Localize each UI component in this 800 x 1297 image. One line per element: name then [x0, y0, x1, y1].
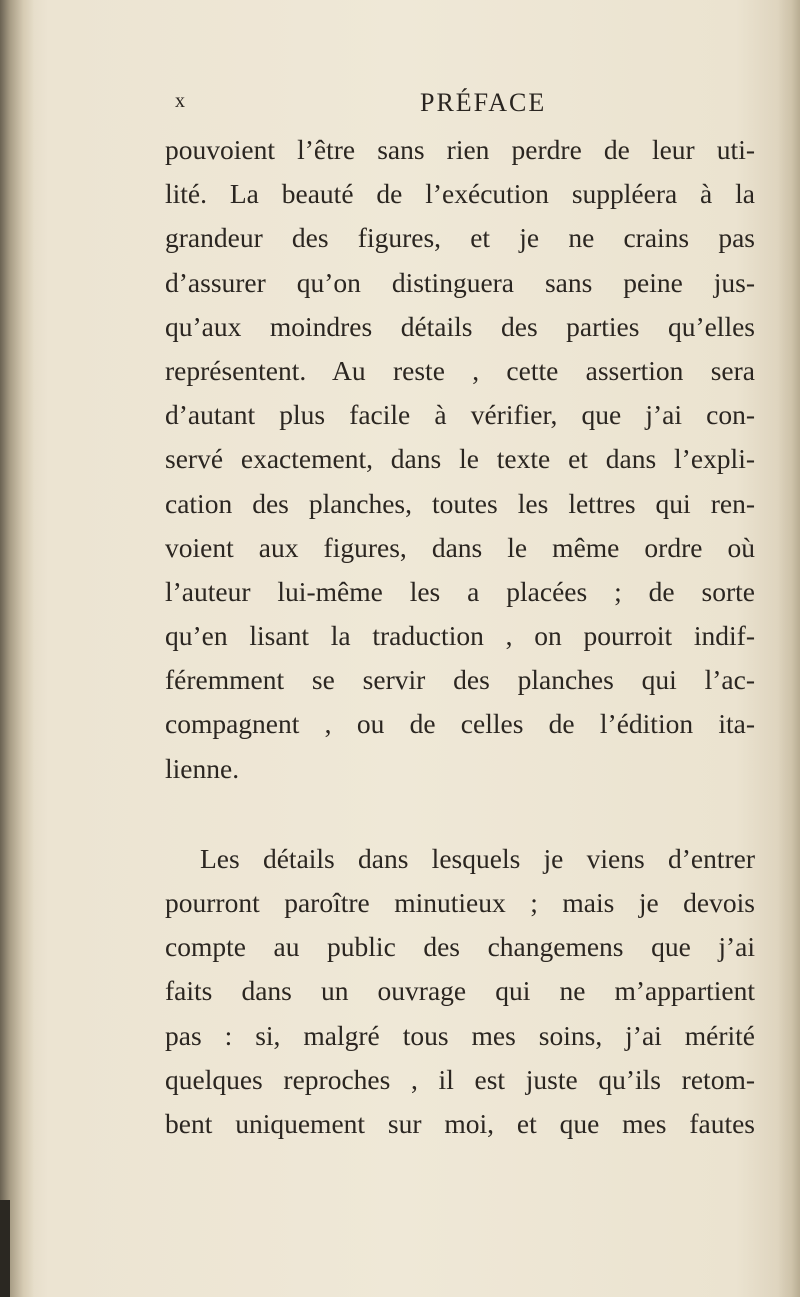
text-line: compagnent , ou de celles de l’édition ita- — [165, 708, 755, 740]
page-binding-dark-strip — [0, 1200, 10, 1297]
text-line: lienne. — [165, 752, 240, 784]
text-line: grandeur des figures, et je ne crains pas — [165, 222, 755, 254]
text-line: d’autant plus facile à vérifier, que j’ai con- — [165, 399, 755, 431]
text-line: représentent. Au reste , cette assertion sera — [165, 354, 755, 386]
text-line: faits dans un ouvrage qui ne m’appartient — [165, 975, 755, 1007]
text-line: qu’en lisant la traduction , on pourroit indif- — [165, 620, 755, 652]
text-line: cation des planches, toutes les lettres qui ren- — [165, 487, 755, 519]
text-line: Les détails dans lesquels je viens d’entrer — [200, 842, 755, 874]
page-number: x — [175, 90, 186, 112]
running-head: PRÉFACE — [420, 88, 547, 117]
paragraph-2 — [165, 837, 755, 1146]
paragraph-1 — [165, 128, 755, 791]
text-line: pouvoient l’être sans rien perdre de leur uti- — [165, 134, 755, 165]
body-text — [165, 128, 755, 1146]
text-line: bent uniquement sur moi, et que mes fautes — [165, 1107, 755, 1139]
page-header — [0, 88, 800, 124]
text-line: féremment se servir des planches qui l’ac- — [165, 664, 755, 696]
page-binding-shadow — [0, 0, 34, 1297]
text-line: pourront paroître minutieux ; mais je devois — [165, 887, 755, 918]
text-line: d’assurer qu’on distinguera sans peine jus- — [165, 266, 755, 298]
text-line: voient aux figures, dans le même ordre où — [165, 531, 755, 563]
text-line: quelques reproches , il est juste qu’ils retom- — [165, 1063, 755, 1095]
text-line: servé exactement, dans le texte et dans l’expli- — [165, 443, 755, 475]
text-line: lité. La beauté de l’exécution suppléera à la — [165, 178, 755, 210]
text-line: compte au public des changemens que j’ai — [165, 931, 755, 963]
page-edge-shadow — [778, 0, 800, 1297]
paragraph-gap — [165, 791, 755, 837]
text-line: l’auteur lui-même les a placées ; de sorte — [165, 575, 755, 607]
text-line: qu’aux moindres détails des parties qu’elles — [165, 310, 755, 342]
text-line: pas : si, malgré tous mes soins, j’ai mérité — [165, 1019, 755, 1051]
